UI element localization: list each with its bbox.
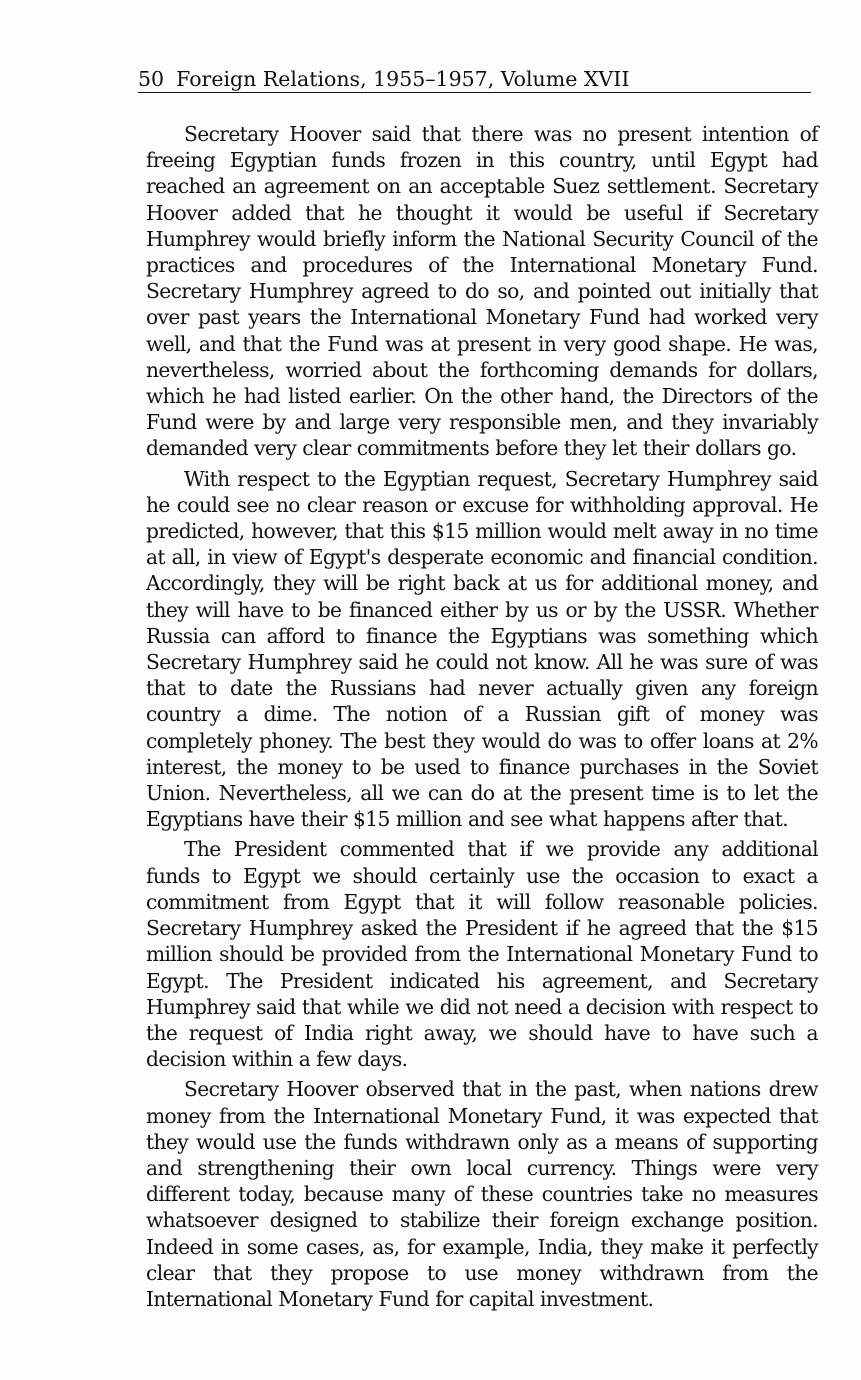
body-text [146, 121, 818, 1312]
page-number: 50 [138, 67, 165, 91]
paragraph: Secretary Hoover said that there was no present intention of freeing Egyptian funds frozen in this country, until Egypt had reached an agreement on an acceptable Suez settlement. Secretary Hoover added that he thought it would be useful if Secretary Humphrey would briefly inform the National Security Council of the practices and procedures of the International Monetary Fund. Secretary Humphrey agreed to do so, and pointed out initially that over past years the International Monetary Fund had worked very well, and that the Fund was at present in very good shape. He was, nevertheless, worried about the forthcoming demands for dollars, which he had listed earlier. On the other hand, the Directors of the Fund were by and large very responsible men, and they invariably demanded very clear commitments before they let their dollars go. [146, 122, 818, 461]
running-header [138, 66, 811, 93]
paragraph: The President commented that if we provide any additional funds to Egypt we should certainly use the occasion to exact a commitment from Egypt that it will follow reasonable policies. Secretary Humphrey asked the President if he agreed that the $15 million should be provided from the International Monetary Fund to Egypt. The President indicated his agreement, and Secretary Humphrey said that while we did not need a decision with respect to the request of India right away, we should have to have such a decision within a few days. [146, 837, 818, 1072]
paragraph: With respect to the Egyptian request, Secretary Humphrey said he could see no clear reason or excuse for withholding approval. He predicted, however, that this $15 million would melt away in no time at all, in view of Egypt's desperate economic and financial condition. Accordingly, they will be right back at us for additional money, and they will have to be financed either by us or by the USSR. Whether Russia can afford to finance the Egyptians was something which Secretary Humphrey said he could not know. All he was sure of was that to date the Russians had never actually given any foreign country a dime. The notion of a Russian gift of money was completely phoney. The best they would do was to offer loans at 2% interest, the money to be used to finance purchases in the Soviet Union. Nevertheless, all we can do at the present time is to let the Egyptians have their $15 million and see what happens after that. [146, 466, 818, 832]
volume-title: Foreign Relations, 1955–1957, Volume XVII [176, 67, 630, 91]
paragraph: Secretary Hoover observed that in the past, when nations drew money from the International Monetary Fund, it was expected that they would use the funds withdrawn only as a means of supporting and strengthening their own local currency. Things were very different today, because many of these countries take no measures whatsoever designed to stabilize their foreign exchange position. Indeed in some cases, as, for example, India, they make it perfectly clear that they propose to use money withdrawn from the International Monetary Fund for capital investment. [146, 1077, 818, 1311]
